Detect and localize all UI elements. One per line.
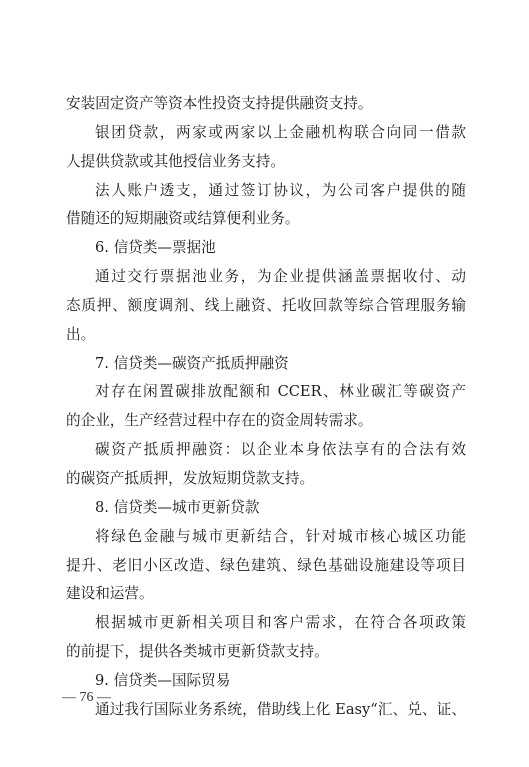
text-line: 银团贷款，两家或两家以上金融机构联合向同一借款	[95, 123, 466, 141]
text-line: 8. 信贷类—城市更新贷款	[95, 498, 260, 516]
text-line: 将绿色金融与城市更新结合，针对城市核心城区功能	[95, 527, 466, 545]
page-number: — 76 —	[62, 690, 111, 705]
text-line: 9. 信贷类—国际贸易	[95, 671, 231, 689]
text-line: 通过我行国际业务系统，借助线上化 Easy“汇、兑、证、	[95, 700, 466, 718]
body-text	[66, 90, 466, 725]
text-line: 的碳资产抵质押，发放短期贷款支持。	[66, 469, 315, 487]
text-line: 态质押、额度调剂、线上融资、托收回款等综合管理服务输	[66, 296, 466, 314]
text-line: 出。	[66, 325, 96, 343]
text-line: 7. 信贷类—碳资产抵质押融资	[95, 354, 289, 372]
text-line: 通过交行票据池业务，为企业提供涵盖票据收付、动	[95, 268, 466, 286]
text-line: 安装固定资产等资本性投资支持提供融资支持。	[66, 95, 373, 112]
text-line: 对存在闲置碳排放配额和 CCER、林业碳汇等碳资产	[95, 383, 466, 401]
text-line: 的前提下，提供各类城市更新贷款支持。	[66, 643, 329, 661]
text-line: 碳资产抵质押融资：以企业本身依法享有的合法有效	[95, 441, 466, 459]
text-line: 建设和运营。	[66, 585, 154, 603]
text-line: 的企业，生产经营过程中存在的资金周转需求。	[66, 412, 373, 430]
text-line: 提升、老旧小区改造、绿色建筑、绿色基础设施建设等项目	[66, 556, 466, 574]
text-line: 法人账户透支，通过签订协议，为公司客户提供的随	[95, 181, 466, 199]
text-line: 6. 信贷类—票据池	[95, 239, 216, 257]
text-line: 借随还的短期融资或结算便利业务。	[66, 210, 300, 228]
text-line: 根据城市更新相关项目和客户需求，在符合各项政策	[95, 614, 466, 632]
text-line: 人提供贷款或其他授信业务支持。	[66, 152, 285, 170]
